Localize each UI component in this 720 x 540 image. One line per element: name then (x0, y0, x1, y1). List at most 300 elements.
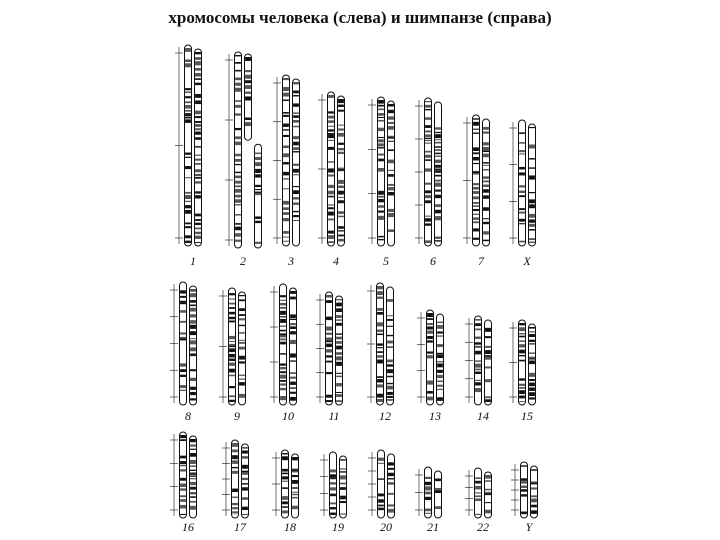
chromosome-band (280, 311, 286, 315)
chromosome-band (388, 229, 394, 232)
chromosome-band (425, 117, 431, 120)
chromosome-band (239, 356, 245, 360)
chromosome-band (190, 387, 196, 390)
chromosome-band (282, 506, 288, 508)
chromosome-band (292, 506, 298, 510)
chromosome-band (519, 153, 525, 154)
chromosome-band (529, 327, 535, 329)
chromosome-band (529, 192, 535, 193)
chromosome-band (185, 88, 191, 90)
chromosome-band (242, 465, 248, 469)
chromosome-band (425, 151, 431, 153)
chromosome-pair-17 (222, 440, 249, 534)
chromosome-band (388, 141, 394, 142)
chromosome-band (435, 165, 441, 168)
chromosome-band (328, 161, 334, 162)
chromosome-band (475, 486, 481, 490)
chromosome-band (519, 142, 525, 144)
chromosome-band (425, 105, 431, 108)
chromosome-band (336, 383, 342, 386)
chromosome-band (255, 221, 261, 223)
chromosome-band (340, 496, 346, 500)
chromosome-band (283, 146, 289, 149)
chromosome-band (280, 363, 286, 365)
chromosome-band (338, 235, 344, 237)
chromosome-band (326, 395, 332, 398)
chromosome-band (293, 120, 299, 123)
chromosome-band (242, 483, 248, 484)
chromosome-band (531, 505, 537, 508)
chromosome-band (195, 219, 201, 221)
chromosome-band (529, 229, 535, 231)
chromosome-band (195, 174, 201, 176)
chromosome-band (290, 387, 296, 388)
chromosome-band (521, 486, 527, 488)
chromosome-band (283, 78, 289, 80)
chromosome-band (229, 307, 235, 309)
chromosome-band (425, 218, 431, 221)
chromosome-band (290, 372, 296, 374)
chromosome-band (519, 327, 525, 331)
chromosome-band (326, 344, 332, 348)
chromosome-band (283, 112, 289, 114)
chromosome-band (293, 147, 299, 150)
chromosome-band (473, 217, 479, 220)
chromosome-band (229, 369, 235, 373)
chromosome-band (180, 375, 186, 377)
chromosome-band (519, 344, 525, 347)
chromosome-pair-8 (170, 282, 197, 423)
chromosome-band (235, 159, 241, 162)
chromosome-number-label: 15 (521, 409, 533, 423)
chromosome-band (336, 362, 342, 366)
chromosome-band (185, 222, 191, 224)
chromosome-band (387, 376, 393, 378)
chromosome-number-label: Y (525, 520, 533, 534)
chromosome-number-label: 16 (182, 520, 194, 534)
chromosome-band (293, 82, 299, 84)
chromosome-band (387, 359, 393, 362)
chromosome-band (229, 375, 235, 376)
chromosome-band (232, 511, 238, 513)
chromosome-band (473, 191, 479, 194)
chromosome-band (519, 219, 525, 222)
chromosome-band (519, 360, 525, 362)
chromosome-band (255, 162, 261, 166)
chromosome-band (378, 196, 384, 198)
chromosome-band (283, 212, 289, 215)
chromosome-band (293, 215, 299, 217)
chromosome-band (435, 478, 441, 481)
chromosome-band (340, 468, 346, 469)
chromosome-band (387, 326, 393, 327)
chromosome-band (521, 489, 527, 492)
chromosome-band (195, 181, 201, 183)
chromosome-band (378, 105, 384, 107)
chromosome-pair-21 (415, 467, 442, 534)
chromosome-band (425, 143, 431, 144)
chromosome-band (283, 178, 289, 179)
chromosome-band (190, 453, 196, 457)
chromosome-band (180, 321, 186, 323)
chromosome-band (483, 185, 489, 187)
chromosome-band (521, 512, 527, 515)
chromosome-band (232, 507, 238, 509)
chromosome-band (239, 332, 245, 333)
chromosome-band (483, 240, 489, 242)
chromosome-band (529, 214, 535, 218)
chromosome-band (340, 487, 346, 490)
chromosome-band (427, 323, 433, 325)
chromosome-band (377, 379, 383, 383)
chromosome-band (338, 152, 344, 154)
chromosome-band (328, 231, 334, 234)
chromosome-band (529, 219, 535, 222)
chromosome-band (283, 188, 289, 189)
chromosome-band (338, 128, 344, 130)
chromosome-band (437, 354, 443, 358)
chromosome-band (293, 190, 299, 194)
chromosome-band (425, 155, 431, 158)
chromosome-band (483, 162, 489, 163)
chromosome-band (427, 355, 433, 358)
chromosome-band (529, 204, 535, 208)
chromosome-band (387, 369, 393, 373)
chromosome-band (255, 153, 261, 155)
chromosome-pairs (170, 45, 538, 534)
chromosome-band (290, 397, 296, 401)
chromosome-pair-x (509, 120, 536, 268)
chromosome-band (235, 83, 241, 86)
chromosome-band (388, 187, 394, 190)
chromosome-band (280, 300, 286, 301)
chromosome-band (180, 332, 186, 334)
chromosome-band (435, 204, 441, 207)
chromosome-band (235, 189, 241, 193)
chromosome-band (195, 94, 201, 98)
chromosome-band (378, 508, 384, 511)
chromosome-band (195, 146, 201, 147)
chromosome-band (387, 364, 393, 366)
chromosome-band (255, 169, 261, 173)
chromosome-band (435, 139, 441, 140)
chromosome-band (338, 200, 344, 203)
chromosome-band (195, 83, 201, 85)
chromosome-band (190, 347, 196, 351)
chromosome-band (328, 111, 334, 113)
chromosome-band (437, 361, 443, 362)
chromosome-band (473, 183, 479, 185)
chromosome-band (475, 319, 481, 321)
chromosome-band (229, 359, 235, 361)
chromosome-band (485, 379, 491, 382)
chromosome-band (475, 329, 481, 331)
chromosome-band (377, 312, 383, 315)
chromosome-band (336, 376, 342, 378)
chromosome-band (473, 163, 479, 164)
chromosome-band (336, 392, 342, 393)
chromosome-band (483, 189, 489, 193)
chromosome-band (283, 172, 289, 176)
chromosome-band (473, 202, 479, 203)
chromosome-band (330, 474, 336, 476)
chromosome-band (340, 501, 346, 503)
chromosome-band (519, 340, 525, 342)
chromosome-band (340, 483, 346, 485)
chromosome-band (328, 241, 334, 243)
chromosome-band (326, 355, 332, 357)
chromosome-band (283, 87, 289, 91)
chromosome-band (239, 394, 245, 398)
chromosome-band (378, 493, 384, 496)
chromosome-band (185, 48, 191, 52)
chromosome-band (336, 299, 342, 300)
chromosome-band (388, 174, 394, 177)
chromosome-band (326, 400, 332, 402)
chromosome-band (483, 154, 489, 158)
chromosome-band (282, 501, 288, 504)
chromosome-band (229, 354, 235, 358)
chromosome-band (185, 91, 191, 93)
chromosome-band (437, 325, 443, 329)
chromosome-band (185, 119, 191, 123)
chromosome-pair-9 (219, 288, 246, 423)
chromosome-band (283, 207, 289, 210)
chromosome-band (519, 241, 525, 243)
chromosome-band (293, 115, 299, 118)
chromosome-band (336, 356, 342, 360)
chromosome-band (235, 113, 241, 115)
chromosome-band (190, 325, 196, 329)
chromosome-band (427, 397, 433, 401)
chromosome-band (529, 144, 535, 148)
chromosome-band (235, 233, 241, 237)
chromosome-band (293, 126, 299, 128)
chromosome-band (255, 216, 261, 219)
chromosome-band (283, 115, 289, 117)
chromosome-pair-15 (509, 320, 536, 423)
chromosome-band (255, 242, 261, 244)
chromosome-number-label: 11 (328, 409, 340, 423)
chimp-chromosome (531, 466, 538, 518)
chromosome-band (378, 120, 384, 122)
chromosome-band (293, 103, 299, 106)
chromosome-band (282, 487, 288, 489)
chromosome-band (387, 319, 393, 321)
chromosome-band (330, 502, 336, 504)
chromosome-band (388, 126, 394, 130)
chromosome-band (435, 216, 441, 220)
chromosome-band (330, 469, 336, 472)
chromosome-band (245, 70, 251, 72)
chromosome-band (195, 78, 201, 80)
chromosome-band (195, 116, 201, 118)
chromosome-band (293, 202, 299, 204)
chromosome-band (229, 348, 235, 352)
chromosome-band (235, 55, 241, 56)
chromosome-band (483, 131, 489, 133)
chromosome-band (280, 367, 286, 369)
chromosome-band (185, 241, 191, 243)
chromosome-band (195, 52, 201, 54)
chromosome-band (180, 483, 186, 487)
chromosome-pair-3 (273, 75, 300, 268)
chromosome-band (235, 142, 241, 146)
chromosome-band (185, 63, 191, 67)
chromosome-band (483, 222, 489, 224)
chromosome-band (378, 154, 384, 156)
chromosome-band (435, 195, 441, 199)
chromosome-band (235, 136, 241, 139)
chromosome-band (328, 191, 334, 195)
chromosome-band (282, 510, 288, 513)
chromosome-band (328, 174, 334, 176)
chromosome-band (529, 343, 535, 345)
chromosome-band (185, 235, 191, 238)
chromosome-band (519, 150, 525, 152)
chromosome-band (519, 390, 525, 394)
chromosome-band (293, 136, 299, 139)
chromosome-band (242, 450, 248, 453)
chromosome-band (190, 506, 196, 510)
chromosome-band (336, 400, 342, 402)
chromosome-band (387, 315, 393, 316)
chromosome-band (338, 99, 344, 103)
chromosome-band (280, 353, 286, 354)
chromosome-band (232, 449, 238, 452)
chromosome-band (283, 231, 289, 234)
chromosome-band (280, 326, 286, 327)
chromosome-pair-2 (225, 52, 262, 268)
chromosome-band (483, 169, 489, 170)
chromosome-band (229, 363, 235, 366)
chromosome-band (255, 157, 261, 160)
chromosome-band (235, 199, 241, 203)
chromosome-band (473, 129, 479, 130)
chromosome-band (235, 227, 241, 231)
chromosome-band (180, 385, 186, 388)
chromosome-band (475, 380, 481, 381)
chromosome-band (338, 186, 344, 189)
chromosome-band (377, 355, 383, 357)
chromosome-band (485, 399, 491, 402)
chromosome-band (435, 155, 441, 156)
chromosome-band (529, 373, 535, 377)
chromosome-band (283, 93, 289, 97)
chromosome-band (425, 125, 431, 128)
chromosome-band (435, 210, 441, 214)
chromosome-band (336, 303, 342, 307)
chromosome-band (531, 499, 537, 503)
chromosome-band (529, 175, 535, 179)
chromosome-band (437, 335, 443, 336)
chromosome-band (377, 351, 383, 353)
chromosome-band (190, 482, 196, 485)
chromosome-band (328, 207, 334, 209)
chromosome-band (235, 240, 241, 242)
chromosome-band (338, 148, 344, 150)
chromosome-band (387, 386, 393, 390)
chromosome-band (235, 77, 241, 80)
chromosome-band (235, 195, 241, 198)
chromosome-band (280, 396, 286, 400)
chromosome-band (483, 207, 489, 211)
human-chromosome (519, 120, 526, 246)
chromosome-pair-7 (463, 115, 490, 268)
chromosome-band (242, 447, 248, 449)
chromosome-band (519, 396, 525, 399)
chromosome-band (229, 320, 235, 322)
chromosome-band (475, 346, 481, 348)
chromosome-band (473, 147, 479, 151)
chromosome-band (190, 496, 196, 498)
chromosome-band (473, 228, 479, 231)
chromosome-band (425, 134, 431, 137)
chromosome-band (255, 174, 261, 177)
chromosome-band (293, 95, 299, 96)
chromosome-band (435, 146, 441, 147)
chromosome-band (239, 342, 245, 344)
chromosome-pair-12 (367, 283, 394, 423)
chromosome-band (293, 91, 299, 94)
chromosome-band (235, 70, 241, 72)
chromosome-band (293, 186, 299, 187)
chimp-chromosome (485, 320, 492, 405)
chromosome-number-label: 8 (185, 409, 191, 423)
chromosome-number-label: 1 (190, 254, 196, 268)
chromosome-band (437, 322, 443, 323)
human-chromosome (473, 115, 480, 246)
chromosome-band (435, 240, 441, 241)
chromosome-band (235, 105, 241, 108)
chimp-chromosome (336, 296, 343, 405)
chromosome-band (180, 499, 186, 502)
chromosome-band (519, 387, 525, 388)
chromosome-band (328, 140, 334, 141)
chromosome-band (437, 331, 443, 333)
chromosome-band (473, 187, 479, 190)
chromosome-band (473, 214, 479, 215)
chromosome-band (190, 338, 196, 339)
chromosome-band (388, 184, 394, 186)
chromosome-band (377, 322, 383, 326)
chromosome-band (427, 340, 433, 342)
chromosome-band (483, 147, 489, 151)
chromosome-band (485, 396, 491, 398)
chromosome-band (185, 205, 191, 208)
chromosome-band (180, 465, 186, 467)
chromosome-band (232, 497, 238, 498)
chromosome-band (195, 232, 201, 234)
chromosome-band (190, 470, 196, 471)
chromosome-band (529, 158, 535, 160)
chromosome-band (388, 170, 394, 171)
chromosome-band (377, 308, 383, 311)
chromosome-band (229, 336, 235, 339)
chromosome-band (378, 113, 384, 116)
chromosome-band (283, 241, 289, 242)
chromosome-band (185, 105, 191, 109)
chromosome-band (427, 331, 433, 334)
human-chromosome (280, 284, 287, 405)
chromosome-band (475, 364, 481, 368)
chromosome-band (529, 224, 535, 227)
chromosome-band (245, 75, 251, 79)
chromosome-band (378, 139, 384, 142)
chromosome-band (235, 100, 241, 102)
chromosome-pair-20 (368, 450, 395, 534)
chromosome-band (190, 300, 196, 303)
